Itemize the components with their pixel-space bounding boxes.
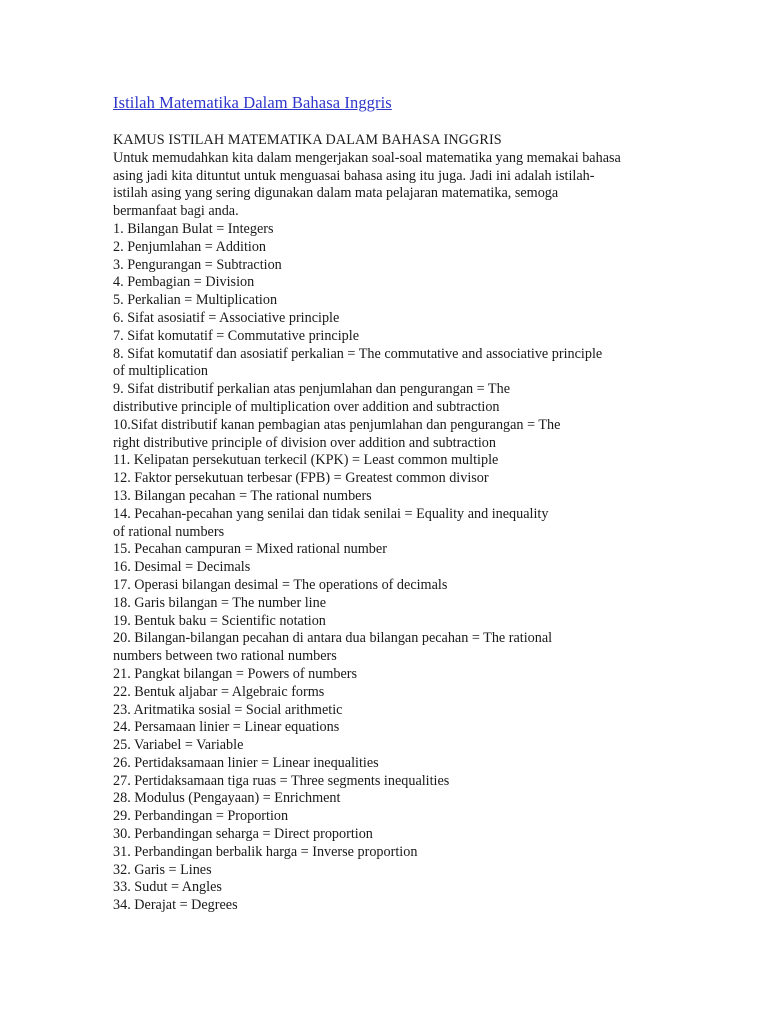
term-line: 18. Garis bilangan = The number line [113,594,327,611]
term-line: 24. Persamaan linier = Linear equations [113,719,340,736]
term-line: 27. Pertidaksamaan tiga ruas = Three segments inequalities [113,772,450,789]
intro-line: istilah asing yang sering digunakan dalam mata pelajaran matematika, semoga [113,185,559,202]
term-line: 4. Pembagian = Division [113,274,255,291]
term-line: 20. Bilangan-bilangan pecahan di antara dua bilangan pecahan = The rational [113,630,553,647]
document-page [113,93,673,915]
intro-line: asing jadi kita dituntut untuk menguasai bahasa asing itu juga. Jadi ini adalah istilah- [113,167,595,184]
intro-line: Untuk memudahkan kita dalam mengerjakan soal-soal matematika yang memakai bahasa [113,149,621,166]
section-heading: KAMUS ISTILAH MATEMATIKA DALAM BAHASA INGGRIS [113,132,502,148]
term-line: 16. Desimal = Decimals [113,559,251,576]
term-line: 11. Kelipatan persekutuan terkecil (KPK) = Least common multiple [113,452,499,469]
term-line: of rational numbers [113,523,225,540]
term-line: 2. Penjumlahan = Addition [113,238,267,255]
term-line: 21. Pangkat bilangan = Powers of numbers [113,665,358,682]
term-line: 12. Faktor persekutuan terbesar (FPB) = Greatest common divisor [113,470,489,487]
term-line: 34. Derajat = Degrees [113,897,238,914]
term-line: 1. Bilangan Bulat = Integers [113,220,274,237]
term-line: 33. Sudut = Angles [113,879,222,896]
term-line: 26. Pertidaksamaan linier = Linear inequalities [113,754,379,771]
term-line: 30. Perbandingan seharga = Direct proportion [113,826,373,843]
term-line: 32. Garis = Lines [113,861,212,878]
title-link[interactable]: Istilah Matematika Dalam Bahasa Inggris [113,93,392,112]
term-line: 25. Variabel = Variable [113,737,244,754]
intro-line: bermanfaat bagi anda. [113,203,239,220]
intro-paragraph [113,150,673,221]
term-line: 7. Sifat komutatif = Commutative principle [113,327,359,344]
term-line: 28. Modulus (Pengayaan) = Enrichment [113,790,341,807]
term-list [113,221,673,915]
term-line: 10.Sifat distributif kanan pembagian atas penjumlahan dan pengurangan = The [113,416,561,433]
term-line: 19. Bentuk baku = Scientific notation [113,612,326,629]
term-line: 29. Perbandingan = Proportion [113,808,289,825]
term-line: 23. Aritmatika sosial = Social arithmetic [113,701,343,718]
term-line: 13. Bilangan pecahan = The rational numbers [113,487,372,504]
term-line: numbers between two rational numbers [113,648,337,665]
term-line: 5. Perkalian = Multiplication [113,292,278,309]
term-line: 31. Perbandingan berbalik harga = Inverse proportion [113,843,418,860]
term-line: 14. Pecahan-pecahan yang senilai dan tidak senilai = Equality and inequality [113,505,549,522]
term-line: 8. Sifat komutatif dan asosiatif perkalian = The commutative and associative principle [113,345,603,362]
term-line: 3. Pengurangan = Subtraction [113,256,282,273]
term-line: 15. Pecahan campuran = Mixed rational number [113,541,387,558]
term-line: 22. Bentuk aljabar = Algebraic forms [113,683,325,700]
term-line: right distributive principle of division over addition and subtraction [113,434,496,451]
term-line: 17. Operasi bilangan desimal = The operations of decimals [113,576,448,593]
term-line: 6. Sifat asosiatif = Associative principle [113,309,340,326]
term-line: 9. Sifat distributif perkalian atas penjumlahan dan pengurangan = The [113,381,510,398]
term-line: of multiplication [113,363,208,380]
term-line: distributive principle of multiplication over addition and subtraction [113,398,500,415]
